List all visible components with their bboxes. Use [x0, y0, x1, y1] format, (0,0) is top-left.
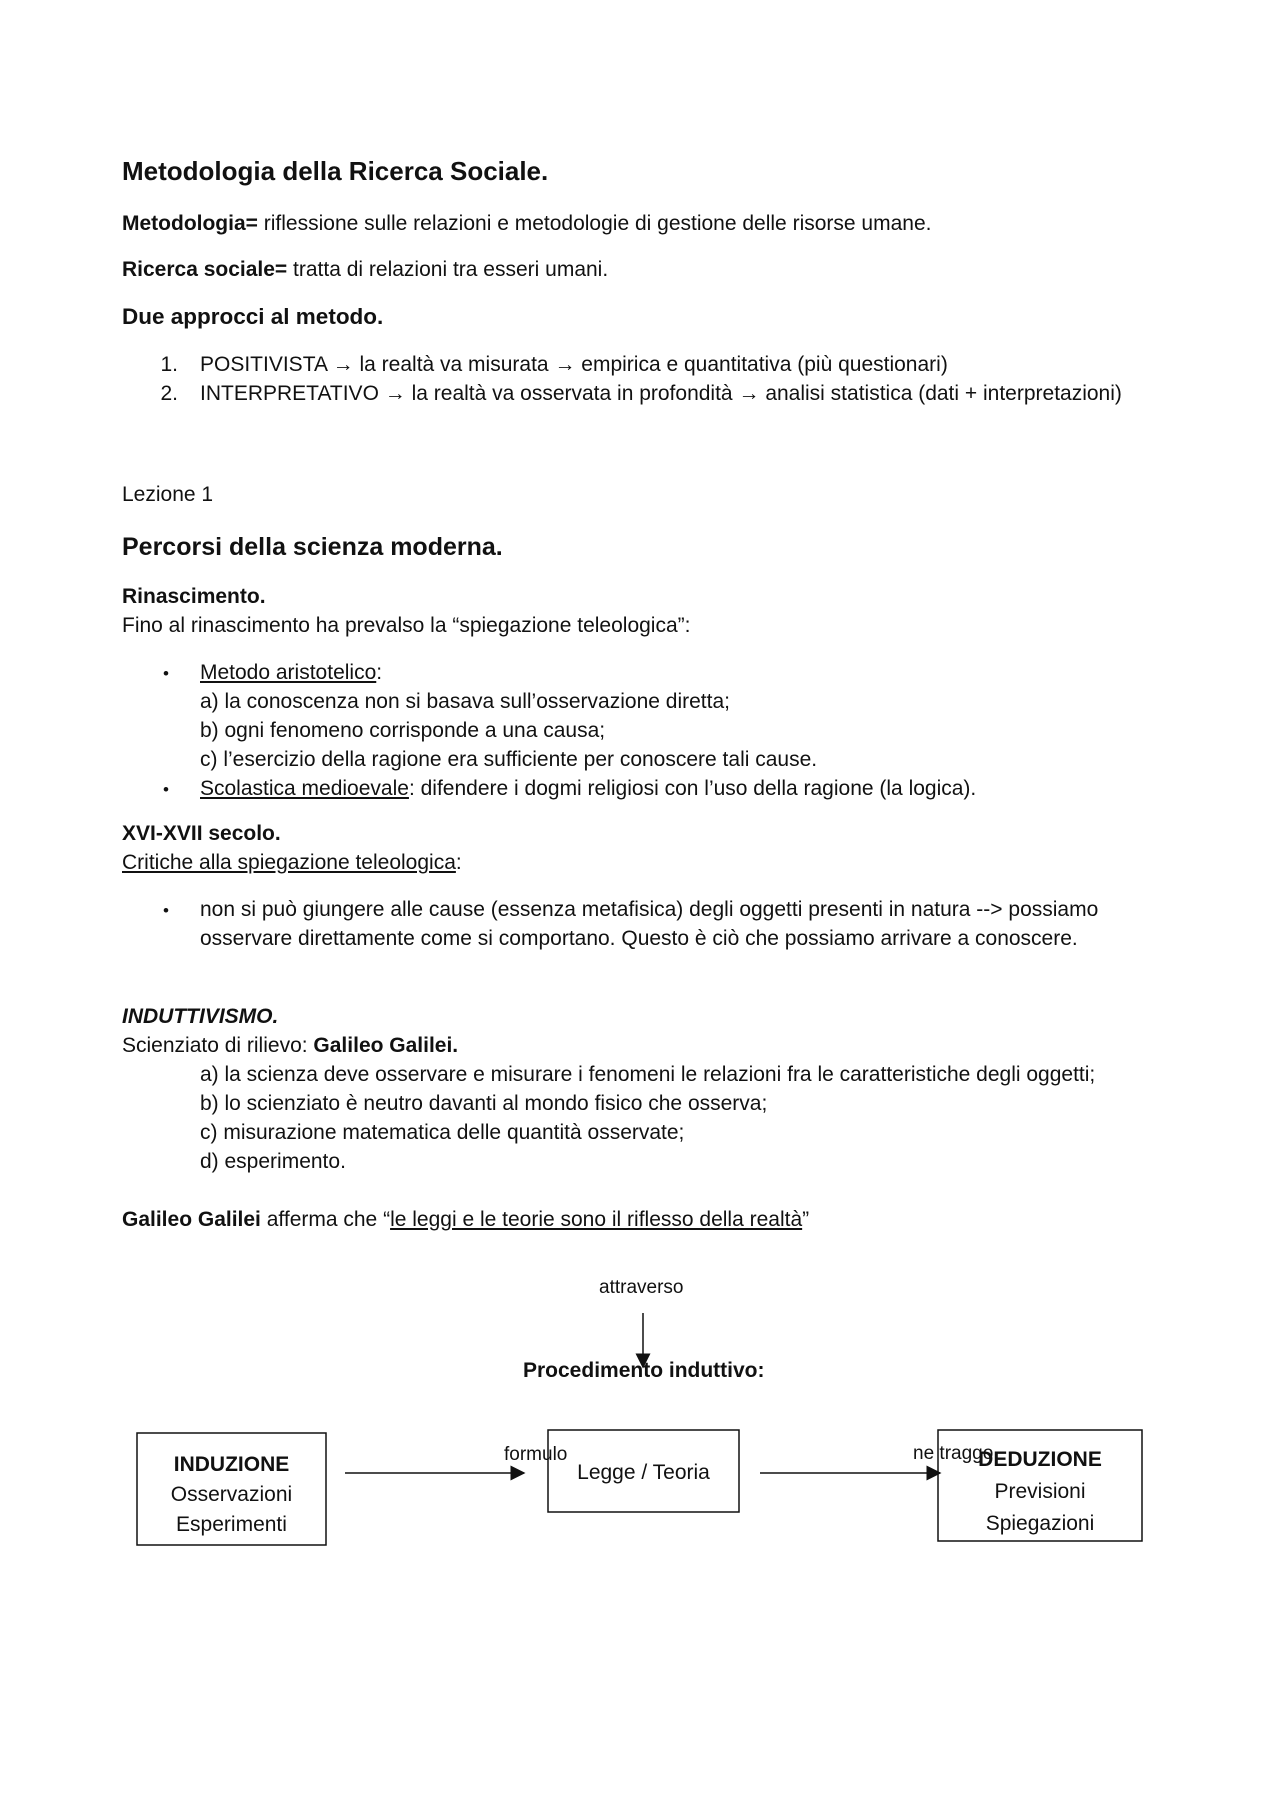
bullet1-line: a) la conoscenza non si basava sull’osservazione diretta; — [200, 690, 730, 713]
definition-text: riflessione sulle relazioni e metodologie di gestione delle risorse umane. — [257, 212, 932, 235]
box-line: Spiegazioni — [985, 1512, 1095, 1535]
bullet2-text: Scolastica medioevale: difendere i dogmi religiosi con l’uso della ragione (la logica). — [200, 777, 977, 800]
induttivismo-heading: INDUTTIVISMO. — [122, 1005, 279, 1028]
box-induzione — [137, 1450, 326, 1540]
definition-term: Metodologia= — [122, 212, 258, 235]
list-number: 2. — [160, 382, 178, 405]
bullet1-line: c) l’esercizio della ragione era sufficiente per conoscere tali cause. — [200, 748, 818, 771]
induttivismo-point: a) la scienza deve osservare e misurare i fenomeni le relazioni fra le caratteristiche degli oggetti; — [200, 1063, 1096, 1086]
definition-term: Ricerca sociale= — [122, 258, 288, 281]
approach-text: la realtà va misurata — [359, 353, 549, 376]
induttivismo-point: d) esperimento. — [200, 1150, 346, 1173]
bullet-icon: • — [163, 901, 169, 920]
arrow-right-icon: → — [332, 353, 354, 376]
bullet-icon: • — [163, 664, 169, 683]
critiche-line: osservare direttamente come si comportano. Questo è ciò che possiamo arrivare a conoscere. — [200, 927, 1078, 950]
approach-name: POSITIVISTA — [200, 353, 327, 376]
secolo-heading: XVI-XVII secolo. — [122, 822, 281, 845]
list-number: 1. — [160, 353, 178, 376]
box-legge-teoria: Legge / Teoria — [577, 1461, 710, 1484]
approach-text: la realtà va osservata in profondità — [411, 382, 733, 405]
box-line: Previsioni — [994, 1480, 1086, 1503]
section-title: Percorsi della scienza moderna. — [122, 533, 503, 561]
rinascimento-heading: Rinascimento. — [122, 585, 266, 608]
approaches-heading: Due approcci al metodo. — [122, 304, 384, 329]
box-title: INDUZIONE — [173, 1453, 290, 1476]
induttivismo-point: b) lo scienziato è neutro davanti al mondo fisico che osserva; — [200, 1092, 768, 1115]
formulo-label: formulo — [504, 1444, 568, 1465]
bullet1-line: b) ogni fenomeno corrisponde a una causa; — [200, 719, 606, 742]
lesson-label: Lezione 1 — [122, 483, 214, 506]
bullet1-title: Metodo aristotelico: — [200, 661, 383, 684]
document-title: Metodologia della Ricerca Sociale. — [122, 156, 549, 186]
bullet-icon: • — [163, 780, 169, 799]
approach-text: analisi statistica (dati + interpretazioni) — [765, 382, 1122, 405]
galileo-quote: Galileo Galilei afferma che “le leggi e le teorie sono il riflesso della realtà” — [122, 1208, 810, 1231]
procedure-label: Procedimento induttivo: — [523, 1359, 765, 1382]
definition-text: tratta di relazioni tra esseri umani. — [287, 258, 609, 281]
approach-name: INTERPRETATIVO — [200, 382, 379, 405]
box-line: Esperimenti — [176, 1513, 287, 1536]
scientist-line: Scienziato di rilievo: Galileo Galilei. — [122, 1034, 459, 1057]
induttivismo-point: c) misurazione matematica delle quantità osservate; — [200, 1121, 685, 1144]
ne-traggo-label: ne traggo — [913, 1443, 994, 1464]
approach-text: empirica e quantitativa (più questionari) — [581, 353, 948, 376]
box-title: DEDUZIONE — [978, 1448, 1102, 1471]
box-line: Osservazioni — [170, 1483, 293, 1506]
box-deduzione — [938, 1444, 1142, 1540]
critiche-line: non si può giungere alle cause (essenza metafisica) degli oggetti presenti in natura --> possiamo — [200, 898, 1099, 921]
arrow-right-icon: → — [384, 382, 406, 405]
arrow-right-icon: → — [738, 382, 760, 405]
rinascimento-intro: Fino al rinascimento ha prevalso la “spiegazione teleologica”: — [122, 614, 691, 637]
critiche-label: Critiche alla spiegazione teleologica: — [122, 851, 462, 874]
attraverso-label: attraverso — [599, 1277, 684, 1298]
arrow-right-icon: → — [554, 353, 576, 376]
